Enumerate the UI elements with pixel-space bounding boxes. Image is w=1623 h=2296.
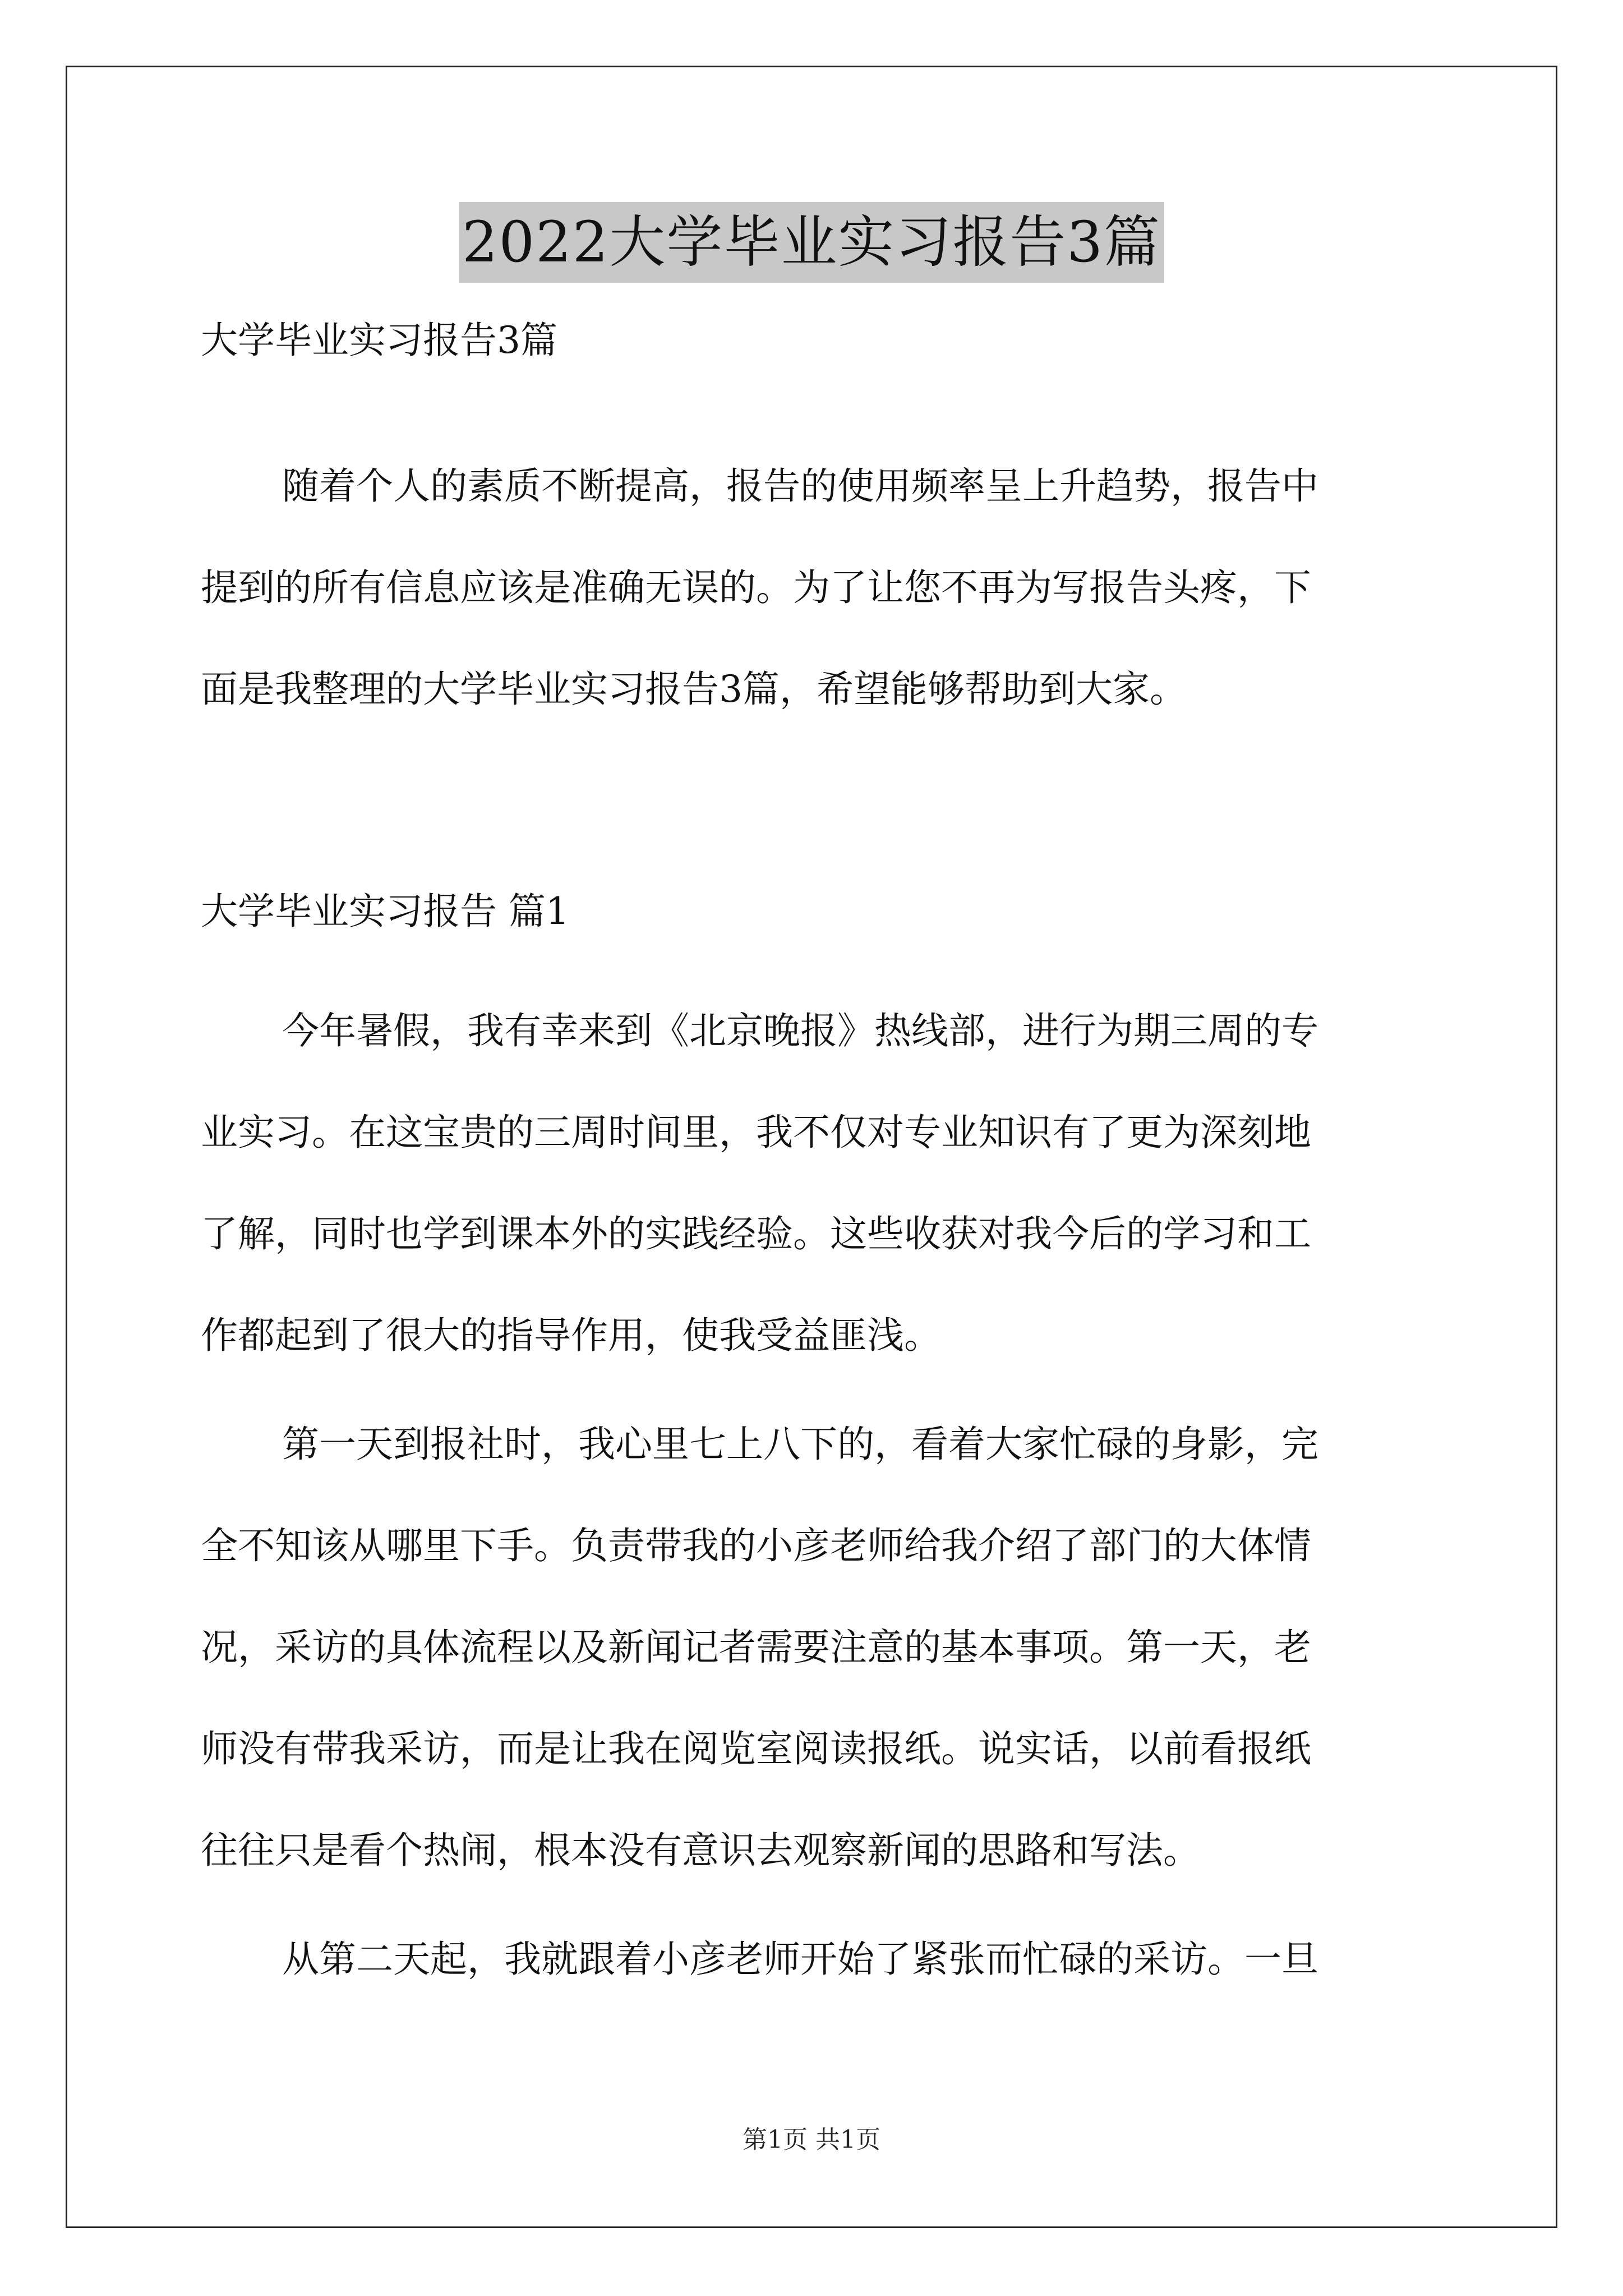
para2-line-2: 全不知该从哪里下手。负责带我的小彦老师给我介绍了部门的大体情: [201, 1524, 1311, 1567]
document-title: 2022大学毕业实习报告3篇: [459, 202, 1164, 283]
para1-line-2: 业实习。在这宝贵的三周时间里，我不仅对专业知识有了更为深刻地: [201, 1111, 1311, 1154]
para2-line-5: 往往只是看个热闹，根本没有意识去观察新闻的思路和写法。: [201, 1829, 1200, 1872]
para1-line-4: 作都起到了很大的指导作用，使我受益匪浅。: [201, 1314, 941, 1357]
para1-line-1: 今年暑假，我有幸来到《北京晚报》热线部，进行为期三周的专: [282, 1009, 1318, 1052]
intro-line-3: 面是我整理的大学毕业实习报告3篇，希望能够帮助到大家。: [201, 668, 1187, 711]
para1-line-3: 了解，同时也学到课本外的实践经验。这些收获对我今后的学习和工: [201, 1212, 1311, 1255]
page-footer: 第1页 共1页: [743, 2125, 880, 2154]
para2-line-1: 第一天到报社时，我心里七上八下的，看着大家忙碌的身影，完: [282, 1423, 1318, 1466]
title-container: [0, 202, 1623, 283]
document-subtitle: 大学毕业实习报告3篇: [201, 319, 557, 362]
para2-line-4: 师没有带我采访，而是让我在阅览室阅读报纸。说实话，以前看报纸: [201, 1727, 1311, 1770]
section-heading: 大学毕业实习报告 篇1: [201, 890, 569, 933]
intro-line-2: 提到的所有信息应该是准确无误的。为了让您不再为写报告头疼，下: [201, 566, 1311, 609]
intro-line-1: 随着个人的素质不断提高，报告的使用频率呈上升趋势，报告中: [282, 464, 1318, 508]
para2-line-3: 况，采访的具体流程以及新闻记者需要注意的基本事项。第一天，老: [201, 1626, 1311, 1669]
para3-line-1: 从第二天起，我就跟着小彦老师开始了紧张而忙碌的采访。一旦: [282, 1938, 1318, 1981]
